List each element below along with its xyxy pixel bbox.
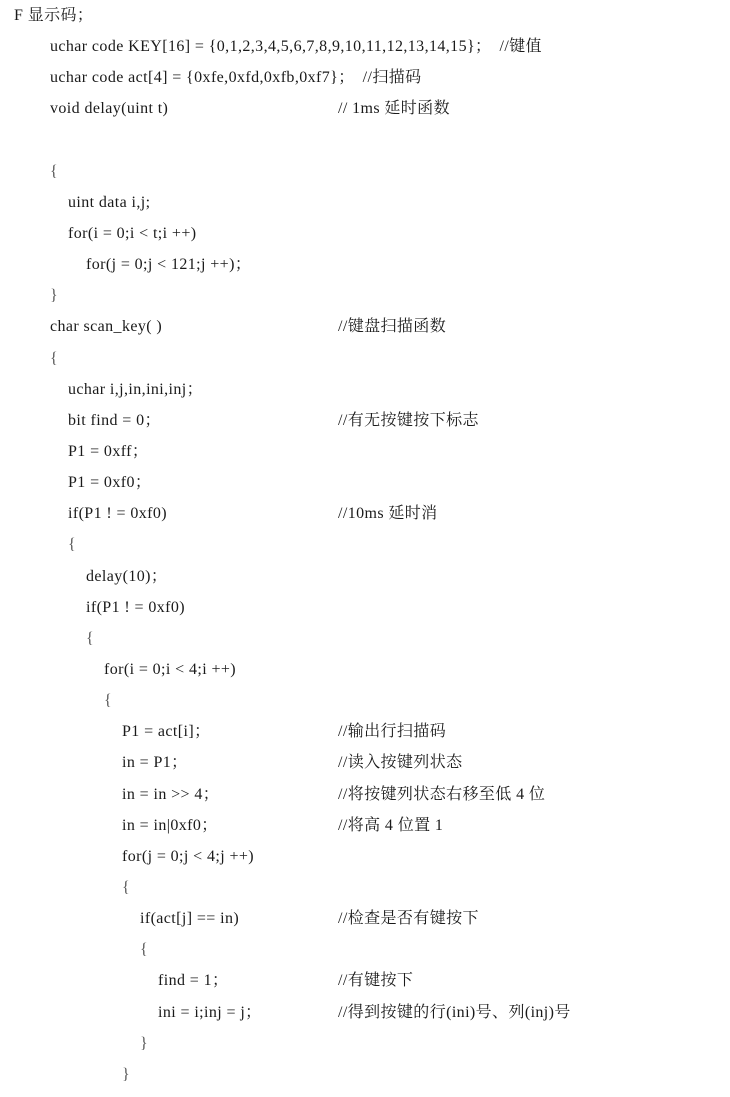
section-heading-text: F 显示码； — [14, 7, 94, 24]
code-text: uchar code KEY[16] = {0,1,2,3,4,5,6,7,8,9,10,11,12,13,14,15}； — [50, 38, 492, 56]
code-line — [0, 249, 730, 280]
code-text: char scan_key( ) — [50, 318, 163, 336]
code-comment: //检查是否有键按下 — [338, 910, 479, 928]
code-line — [0, 374, 730, 405]
code-comment: // 1ms 延时函数 — [338, 100, 450, 118]
code-line — [0, 280, 730, 311]
code-text: for(i = 0;i < t;i ++) — [68, 224, 197, 242]
code-line — [0, 561, 730, 592]
code-line — [0, 1059, 730, 1090]
code-text: P1 = 0xf0； — [68, 474, 152, 492]
code-text: uchar code act[4] = {0xfe,0xfd,0xfb,0xf7}； — [50, 69, 355, 87]
code-comment: //读入按键列状态 — [338, 754, 463, 772]
open-brace: { — [140, 941, 149, 959]
code-text: void delay(uint t) — [50, 100, 169, 118]
code-line — [0, 623, 730, 654]
code-text: uint data i,j; — [68, 193, 151, 211]
open-brace: { — [68, 536, 77, 554]
code-line — [0, 685, 730, 716]
code-comment: //将按键列状态右移至低 4 位 — [338, 785, 546, 803]
open-brace: { — [50, 162, 59, 180]
code-comment: //得到按键的行(ini)号、列(inj)号 — [338, 1003, 571, 1021]
code-text: if(P1 ! = 0xf0) — [68, 505, 168, 523]
open-brace: { — [86, 629, 95, 647]
code-line — [0, 841, 730, 872]
code-line — [0, 467, 730, 498]
code-comment: //10ms 延时消 — [338, 505, 438, 523]
open-brace: { — [50, 349, 59, 367]
code-line — [0, 218, 730, 249]
code-text: P1 = 0xff； — [68, 442, 149, 460]
code-text: for(j = 0;j < 121;j ++)； — [86, 256, 252, 274]
code-line — [0, 62, 730, 93]
code-line — [0, 156, 730, 187]
code-line — [0, 903, 730, 934]
code-comment: //输出行扫描码 — [338, 723, 447, 741]
code-line — [0, 343, 730, 374]
code-line — [0, 965, 730, 996]
code-comment: //将高 4 位置 1 — [338, 816, 444, 834]
code-line — [0, 93, 730, 124]
code-line — [0, 529, 730, 560]
code-line — [0, 187, 730, 218]
code-text: ini = i;inj = j； — [158, 1003, 262, 1021]
code-line — [0, 31, 730, 62]
code-comment: //键值 — [499, 38, 542, 56]
code-text: for(i = 0;i < 4;i ++) — [104, 660, 237, 678]
open-brace: { — [104, 692, 113, 710]
code-text: in = P1； — [122, 754, 188, 772]
code-comment: //有无按键按下标志 — [338, 411, 479, 429]
close-brace: } — [140, 1034, 149, 1052]
code-line — [0, 997, 730, 1028]
code-line — [0, 1028, 730, 1059]
code-comment: //键盘扫描函数 — [338, 318, 447, 336]
code-line — [0, 716, 730, 747]
code-line — [0, 810, 730, 841]
blank-line — [0, 125, 730, 156]
code-line — [0, 747, 730, 778]
code-text: delay(10)； — [86, 567, 168, 585]
code-comment: //扫描码 — [362, 69, 422, 87]
code-line — [0, 498, 730, 529]
close-brace: } — [50, 287, 59, 305]
code-text: in = in >> 4； — [122, 785, 220, 803]
code-line — [0, 436, 730, 467]
code-text: for(j = 0;j < 4;j ++) — [122, 847, 255, 865]
code-line — [0, 592, 730, 623]
code-line — [0, 405, 730, 436]
code-text: bit find = 0； — [68, 411, 161, 429]
code-text: if(act[j] == in) — [140, 910, 240, 928]
code-line — [0, 779, 730, 810]
section-heading — [0, 0, 730, 31]
code-line — [0, 934, 730, 965]
code-text: in = in|0xf0； — [122, 816, 218, 834]
code-text: if(P1 ! = 0xf0) — [86, 598, 186, 616]
code-line — [0, 311, 730, 342]
code-comment: //有键按下 — [338, 972, 414, 990]
code-line — [0, 654, 730, 685]
code-line — [0, 872, 730, 903]
code-text: P1 = act[i]； — [122, 723, 211, 741]
code-text: uchar i,j,in,ini,inj； — [68, 380, 204, 398]
code-text: find = 1； — [158, 972, 229, 990]
open-brace: { — [122, 878, 131, 896]
close-brace: } — [122, 1065, 131, 1083]
